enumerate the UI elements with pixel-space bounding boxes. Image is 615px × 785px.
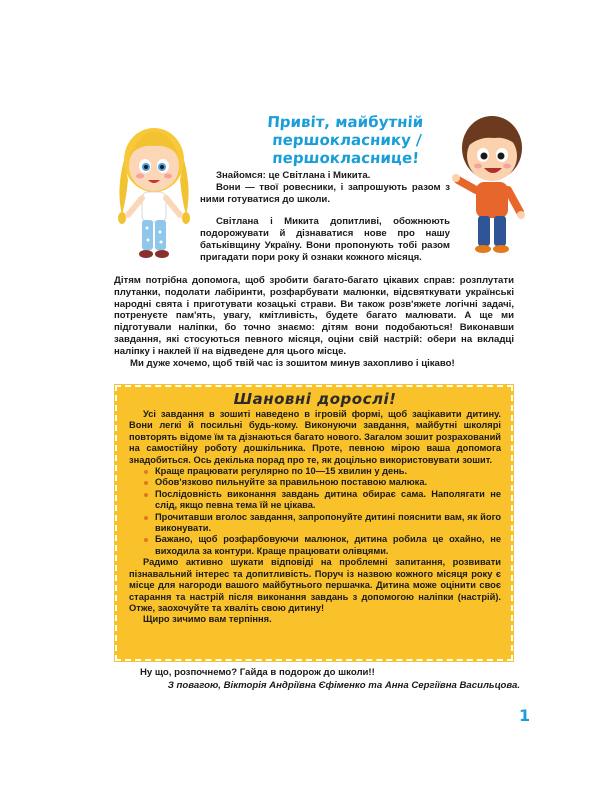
authors-signature: З повагою, Вікторія Андріївна Єфіменко та Анна Сергіївна Васильцова. — [167, 679, 520, 691]
tip-item: Краще працювати регулярно по 10—15 хвилин у день. — [155, 466, 501, 477]
tips-list — [129, 466, 501, 557]
title-line-1: Привіт, майбутній — [266, 113, 424, 131]
main-paragraph: Дітям потрібна допомога, щоб зробити багато-багато цікавих справ: розплутати плутанки, подолати лабіринти, розфарбувати малюнки, відсвяткувати українські народні свята і приготувати козацькі страви. Ви також розв'яжете логічні задачі, потренуєте пам'ять, увагу, кмітливість, будете багато малювати. А ще ми підготували наліпки, бо точно знаємо: дітям вони подобаються! Виконавши завдання, які стосуються певного місяця, оціни свій настрій: обери на вкладці наліпку і наклей її на відведене для цього місце. — [114, 275, 514, 357]
title-line-2: першокласнику / першокласнице! — [271, 131, 423, 167]
parents-note-box — [115, 385, 513, 661]
intro-text — [200, 170, 450, 264]
closing-text — [140, 667, 520, 692]
tip-item: Обов'язково пильнуйте за правильною поставою малюка. — [155, 477, 501, 488]
parents-note-paragraph: Щиро зичимо вам терпіння. — [143, 614, 272, 625]
closing-line: Ну що, розпочнемо? Гайда в подорож до школи!! — [140, 667, 375, 678]
main-text — [114, 275, 514, 369]
girl-character — [112, 120, 196, 265]
tip-item: Бажано, щоб розфарбовуючи малюнок, дитина робила це охайно, не виходила за контури. Краще працювати олівцями. — [155, 534, 501, 556]
tip-item: Прочитавши вголос завдання, запропонуйте дитині пояснити вам, як його виконувати. — [155, 511, 501, 534]
tip-item: Послідовність виконання завдань дитина обирає сама. Наполягати не слід, якщо певна тема їй не цікава. — [155, 488, 501, 511]
page-title — [230, 113, 464, 167]
parents-note-heading: Шановні дорослі! — [233, 390, 397, 408]
intro-paragraph: Знайомся: це Світлана і Микита. — [216, 170, 371, 181]
parents-note-paragraph: Радимо активно шукати відповіді на проблемні запитання, розвивати пізнавальний інтерес та допитливість. Поруч із назвою кожного місяця року є місце для нагороди вашого майбутнього першачка. Дитина може оцінити своє старання та настрій після виконання завдань з допомогою наліпки (настрій). Отже, заохочуйте та хваліть свою дитину! — [129, 557, 501, 613]
intro-paragraph: Світлана і Микита допитливі, обожнюють подорожувати й дізнаватися нове про нашу батьківщину Україну. Вони пропонують тобі разом пригадати пори року й ознаки кожного місяця. — [200, 216, 450, 263]
boy-character — [450, 108, 532, 258]
main-paragraph: Ми дуже хочемо, щоб твій час із зошитом минув захопливо і цікаво! — [130, 357, 455, 369]
parents-note-paragraph: Усі завдання в зошиті наведено в ігровій формі, щоб зацікавити дитину. Вони легкі й посильні будь-кому. Виконуючи завдання, майбутні школярі повторять відоме їм та дізнаються багато нового. Загалом зошит розрахований на самостійну роботу дошкільника. Проте, певною мірою ваша допомога знадобиться. Ось декілька порад про те, як доцільно використовувати зошит. — [129, 409, 501, 465]
page-number: 1 — [519, 706, 531, 725]
intro-paragraph: Вони — твої ровесники, і запрошують разом з ними готуватися до школи. — [200, 181, 450, 205]
